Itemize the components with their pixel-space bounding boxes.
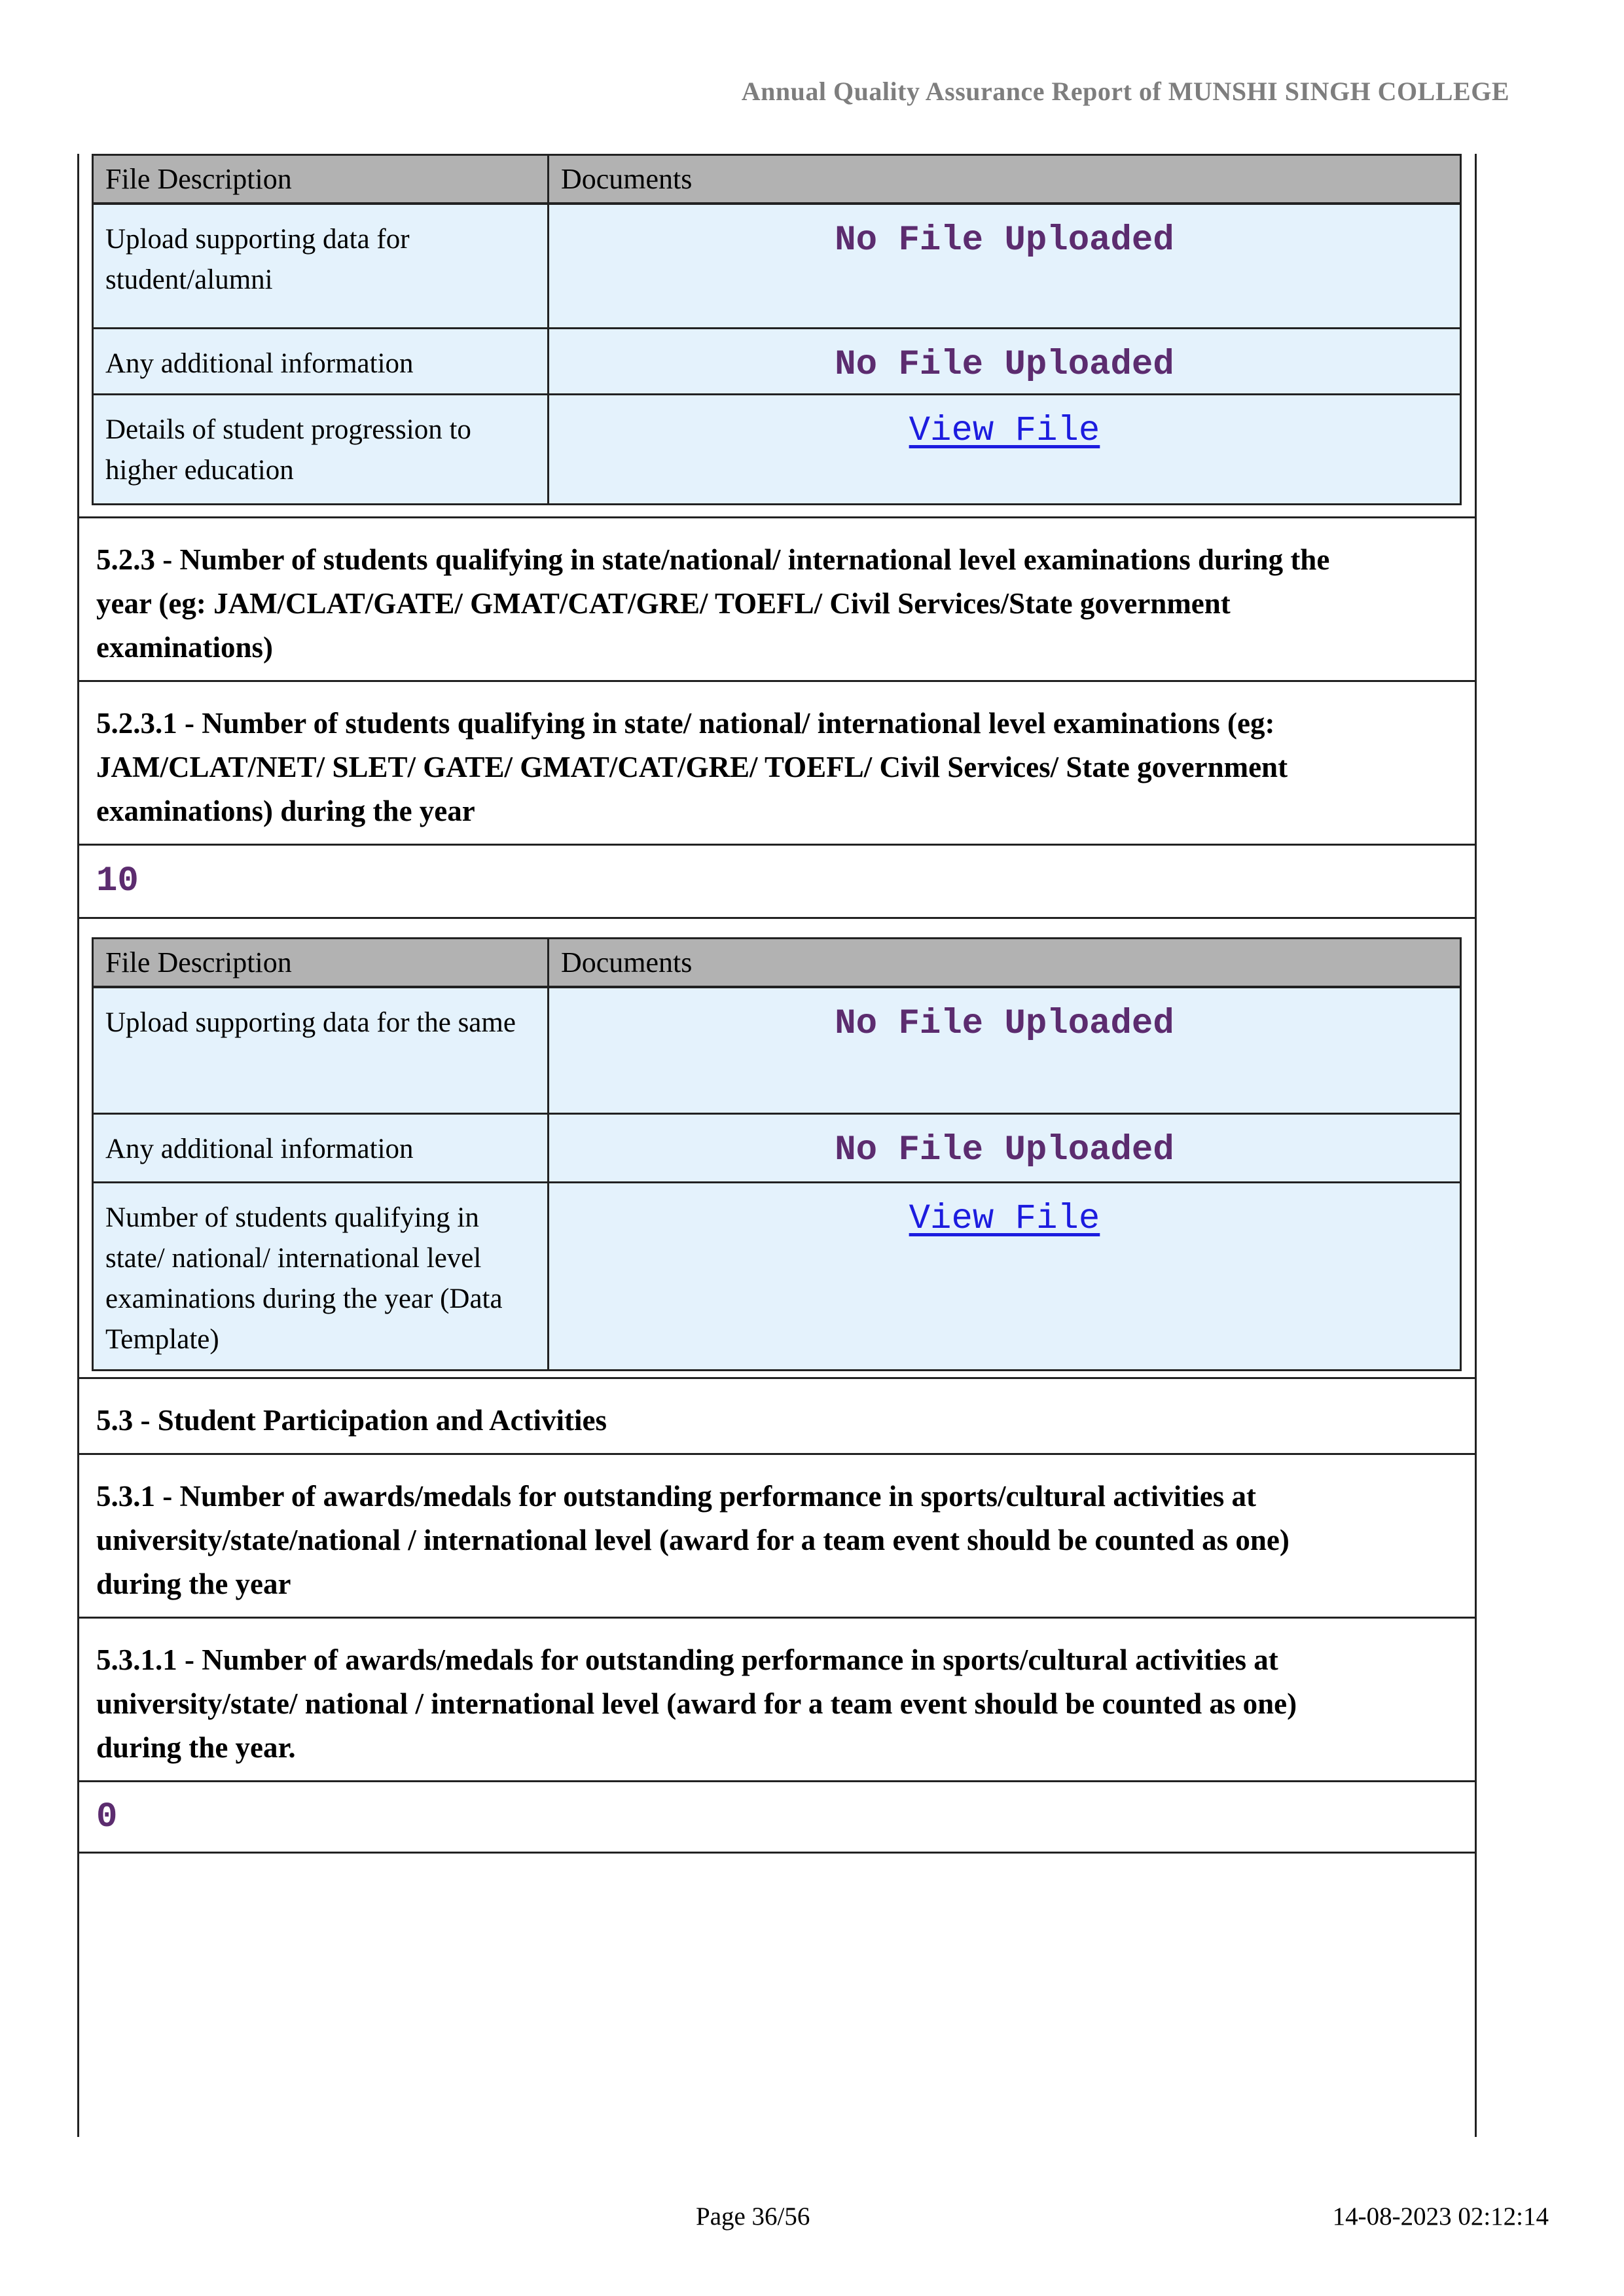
file-description-cell: Any additional information [93,1113,549,1182]
metric-value-5-2-3-1: 10 [79,846,1475,919]
table-header-row [93,939,1461,988]
table-row [93,987,1461,1113]
view-file-link[interactable]: View File [909,1198,1100,1239]
table-row [93,1113,1461,1182]
table-row [93,328,1461,394]
footer-page-number: Page 36/56 [696,2202,810,2231]
no-file-uploaded-text: No File Uploaded [835,344,1174,385]
section-heading-5-3: 5.3 - Student Participation and Activities [79,1379,1475,1455]
file-table-section-1 [79,154,1475,518]
section-heading-5-2-3-1: 5.2.3.1 - Number of students qualifying in state/ national/ international level examinations (eg: JAM/CLAT/NET/ SLET/ GATE/ GMAT/CAT/GRE/ TOEFL/ Civil Services/ State government examinations) during the year [79,682,1475,846]
column-header-documents: Documents [548,155,1460,204]
view-file-link[interactable]: View File [909,410,1100,451]
section-heading-5-3-1-1: 5.3.1.1 - Number of awards/medals for outstanding performance in sports/cultural activities at university/state/ national / international level (award for a team event should be counted as one) during the year. [79,1619,1475,1782]
table-row [93,1182,1461,1370]
file-table-2 [92,937,1462,1371]
table-row [93,204,1461,328]
section-heading-5-3-1: 5.3.1 - Number of awards/medals for outstanding performance in sports/cultural activities at university/state/national / international level (award for a team event should be counted as one) during the year [79,1455,1475,1619]
table-row [93,394,1461,504]
no-file-uploaded-text: No File Uploaded [835,221,1174,260]
file-description-cell: Upload supporting data for student/alumni [93,204,549,328]
no-file-uploaded-text: No File Uploaded [835,1004,1174,1044]
column-header-file-description: File Description [93,939,549,988]
content-container [77,154,1477,2137]
column-header-file-description: File Description [93,155,549,204]
column-header-documents: Documents [548,939,1460,988]
file-table-section-2 [79,919,1475,1379]
file-table-1 [92,154,1462,505]
table-header-row [93,155,1461,204]
file-description-cell: Details of student progression to higher education [93,394,549,504]
page-header-title: Annual Quality Assurance Report of MUNSHI SINGH COLLEGE [741,77,1509,106]
file-description-cell: Upload supporting data for the same [93,987,549,1113]
footer-timestamp: 14-08-2023 02:12:14 [1332,2202,1549,2231]
file-description-cell: Number of students qualifying in state/ national/ international level examinations during the year (Data Template) [93,1182,549,1370]
metric-value-5-3-1-1: 0 [79,1782,1475,1854]
no-file-uploaded-text: No File Uploaded [835,1130,1174,1170]
empty-continuation-block [79,1854,1475,2193]
file-description-cell: Any additional information [93,328,549,394]
section-heading-5-2-3: 5.2.3 - Number of students qualifying in state/national/ international level examinations during the year (eg: JAM/CLAT/GATE/ GMAT/CAT/GRE/ TOEFL/ Civil Services/State government examinations) [79,518,1475,682]
